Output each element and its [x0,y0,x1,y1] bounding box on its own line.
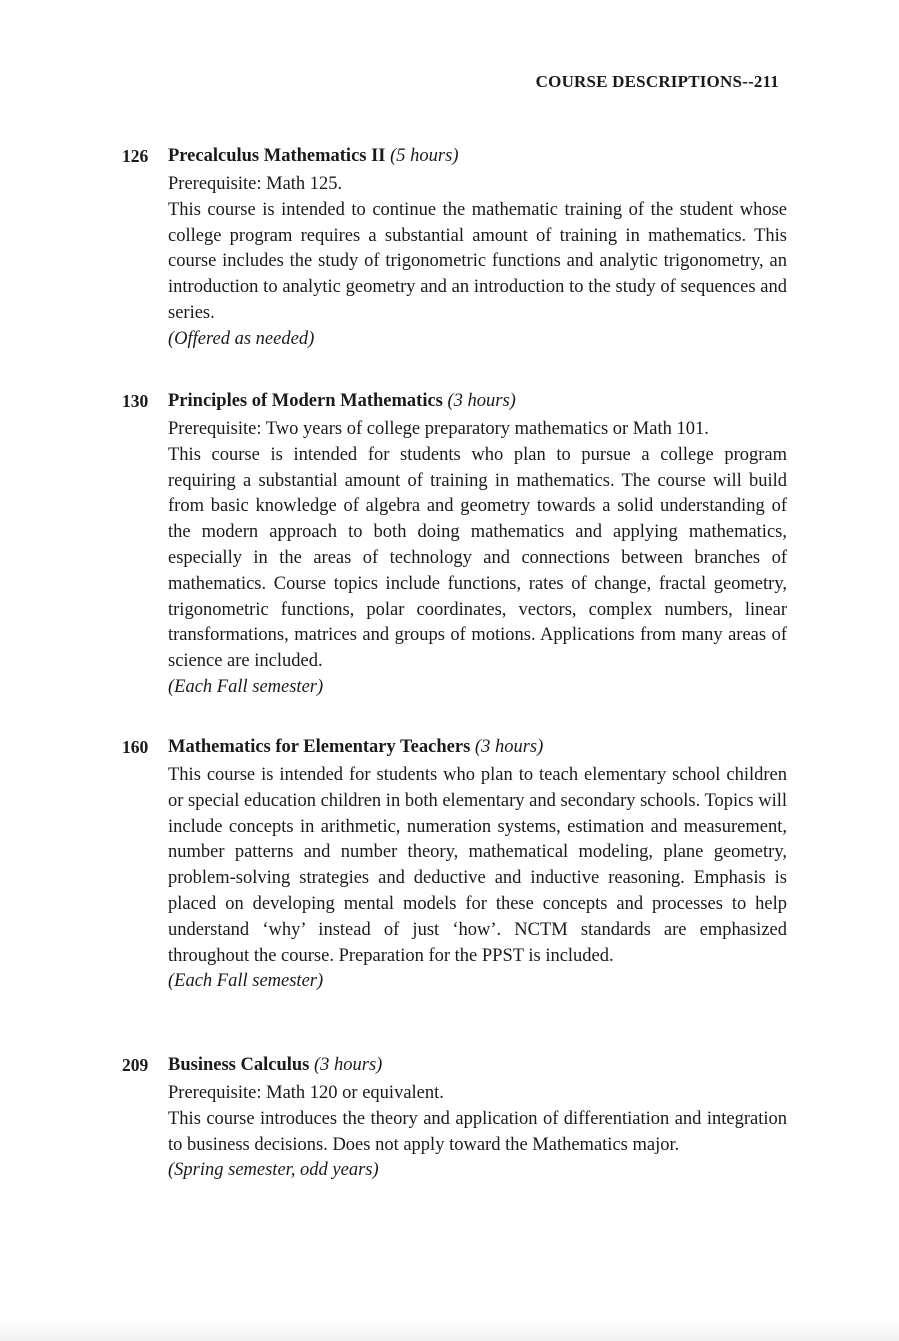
course-hours: (5 hours) [390,146,459,166]
course-hours: (3 hours) [314,1055,383,1075]
course-description: This course introduces the theory and application of differentiation and integration to business decisions. Does not apply toward the Mathematics major. [168,1108,787,1155]
course-number: 209 [122,1055,149,1075]
course-prerequisite: Prerequisite: Math 120 or equivalent. [168,1083,444,1103]
course-offered: (Spring semester, odd years) [168,1160,379,1181]
course-number: 126 [122,146,149,166]
course-title: Principles of Modern Mathematics [168,391,443,411]
course-title: Business Calculus [168,1055,310,1075]
course-hours: (3 hours) [474,737,544,757]
course-number: 130 [122,391,149,411]
course-offered: (Each Fall semester) [168,676,324,697]
course-number: 160 [122,737,149,757]
running-head: COURSE DESCRIPTIONS--211 [535,72,779,91]
course-description: This course is intended to continue the mathematic training of the student whose college program requires a substantial amount of training in mathematics. This course includes the study of trigonometric functions and analytic trigonometry, an introduction to analytic geometry and an introduction to the study of sequences and series. [168,199,787,323]
course-description: This course is intended for students who plan to pursue a college program requiring a substantial amount of training in mathematics. The course will build from basic knowledge of algebra and geometry towards a solid understanding of the modern approach to both doing mathematics and applying mathematics, especially in the areas of technology and connections between branches of mathematics. Course topics include functions, rates of change, fractal geometry, trigonometric functions, polar coordinates, vectors, complex numbers, linear transformations, matrices and groups of motions. Applications from many areas of science are included. [168,444,787,672]
course-title: Precalculus Mathematics II [168,146,386,166]
course-entry-130 [122,391,787,701]
course-title: Mathematics for Elementary Teachers [168,737,471,757]
course-description: This course is intended for students who plan to teach elementary school children or special education children in both elementary and secondary schools. Topics will include concepts in arithmetic, numeration systems, estimation and measurement, number patterns and number theory, mathematical modeling, plane geometry, problem-solving strategies and deductive and inductive reasoning. Emphasis is placed on developing mental models for these concepts and processes to help understand ‘why’ instead of just ‘how’. NCTM standards are emphasized throughout the course. Preparation for the PPST is included. [168,765,787,966]
course-offered: (Each Fall semester) [168,971,324,992]
course-prerequisite: Prerequisite: Math 125. [168,174,343,194]
course-entry-160 [122,737,787,995]
course-offered: (Offered as needed) [168,328,315,349]
course-entry-209 [122,1055,787,1184]
course-hours: (3 hours) [447,391,516,411]
course-entry-126 [122,146,787,353]
course-prerequisite: Prerequisite: Two years of college preparatory mathematics or Math 101. [168,419,709,439]
scan-edge-shadow [0,1321,899,1341]
